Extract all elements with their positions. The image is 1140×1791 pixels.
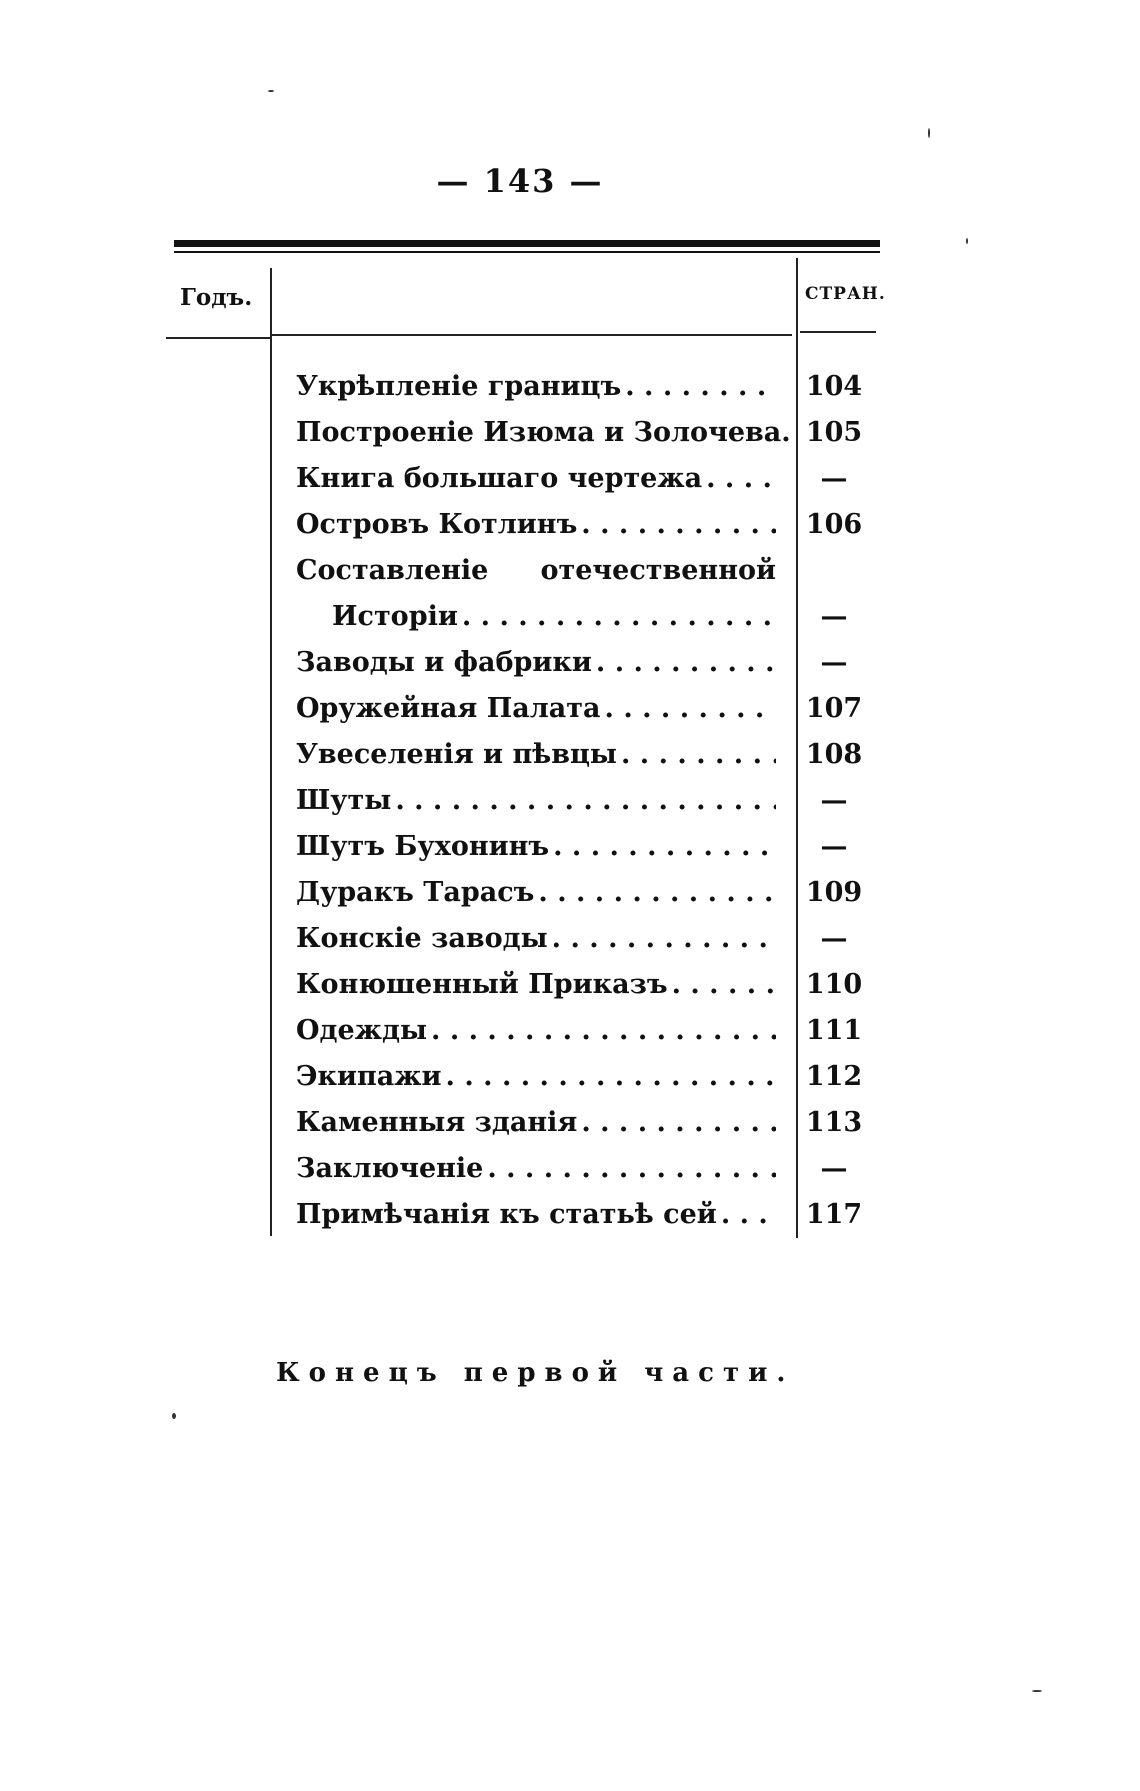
toc-entry (296, 962, 776, 1008)
leader-dots (596, 640, 776, 686)
top-thick-rule (174, 240, 880, 247)
toc-page-number: 104 (805, 371, 863, 402)
toc-page-number: — (820, 785, 848, 816)
toc-entry-title: Островъ Котлинъ (296, 509, 578, 540)
toc-entry-title: Построеніе Изюма и Золочева. (296, 417, 791, 448)
toc-entry-title: Примѣчанія къ статьѣ сей (296, 1199, 717, 1230)
toc-entry-title: Оружейная Палата (296, 693, 601, 724)
toc-entry (296, 548, 776, 594)
toc-entry (296, 1192, 776, 1238)
toc-entry-title: Увеселенія и пѣвцы (296, 739, 617, 770)
toc-entry-title: Шутъ Бухонинъ (296, 831, 550, 862)
toc-entry-title-right: отечественной (540, 555, 776, 586)
table-of-contents (296, 364, 791, 1238)
toc-entry (296, 1054, 776, 1100)
leader-dots (581, 1100, 776, 1146)
toc-entry (296, 364, 776, 410)
toc-page-number: 108 (805, 739, 863, 770)
paper-speck (928, 128, 930, 138)
left-column-divider (270, 268, 272, 1236)
toc-page-number: 117 (805, 1199, 863, 1230)
leader-dots (581, 502, 776, 548)
toc-page-number: — (820, 1153, 848, 1184)
toc-entry-title: Дуракъ Тарасъ (296, 877, 535, 908)
toc-page-number: 107 (805, 693, 863, 724)
toc-entry (296, 1008, 776, 1054)
toc-entry-title: Конюшенный Приказъ (296, 969, 668, 1000)
toc-page-number: 111 (805, 1015, 863, 1046)
paper-speck (268, 90, 274, 92)
paper-speck (172, 1413, 176, 1419)
leader-dots (538, 870, 776, 916)
leader-dots (605, 686, 776, 732)
header-bottom-rule-left (166, 337, 270, 339)
toc-entry-title: Одежды (296, 1015, 428, 1046)
toc-entry (296, 410, 791, 456)
toc-entry (296, 594, 776, 640)
toc-page-number: — (820, 923, 848, 954)
toc-page-number (804, 548, 864, 594)
toc-page-number: 109 (805, 877, 863, 908)
toc-page-number: 113 (805, 1107, 863, 1138)
leader-dots (672, 962, 776, 1008)
toc-entry (296, 686, 776, 732)
leader-dots (552, 916, 776, 962)
toc-entry (296, 1100, 776, 1146)
toc-page-number: 110 (805, 969, 863, 1000)
toc-entry-title: Заводы и фабрики (296, 647, 592, 678)
leader-dots (395, 778, 776, 824)
leader-dots (487, 1146, 776, 1192)
toc-entry-title: Конскіе заводы (296, 923, 548, 954)
right-column-divider (796, 258, 798, 1238)
page-number: — 143 — (436, 162, 604, 200)
toc-entry-title: Каменныя зданія (296, 1107, 578, 1138)
toc-page-number: 112 (805, 1061, 863, 1092)
end-of-part-text: Конецъ первой части. (276, 1358, 795, 1388)
header-bottom-rule-middle (270, 334, 792, 336)
toc-entry-title: Книга большаго чертежа (296, 463, 703, 494)
leader-dots (625, 364, 776, 410)
page-column-header: СТРАН. (805, 284, 886, 304)
header-bottom-rule-right (800, 331, 876, 333)
toc-entry (296, 778, 776, 824)
leader-dots (462, 594, 776, 640)
toc-entry-title: Шуты (296, 785, 392, 816)
toc-page-number: 106 (805, 509, 863, 540)
toc-page-number: — (820, 601, 848, 632)
toc-entry-title: Экипажи (296, 1061, 442, 1092)
toc-entry (296, 824, 776, 870)
toc-entry (296, 502, 776, 548)
paper-speck (966, 238, 968, 244)
toc-entry-title-left: Составленіе (296, 555, 489, 586)
toc-page-number: — (820, 831, 848, 862)
leader-dots (706, 456, 776, 502)
leader-dots (446, 1054, 776, 1100)
leader-dots (431, 1008, 776, 1054)
toc-entry-title: Исторіи (332, 601, 458, 632)
toc-page-number: 105 (805, 417, 863, 448)
toc-entry (296, 916, 776, 962)
toc-page-number: — (820, 647, 848, 678)
toc-entry-title: Укрѣпленіе границъ (296, 371, 622, 402)
top-thin-rule (174, 251, 880, 253)
leader-dots (721, 1192, 776, 1238)
paper-speck (1032, 1690, 1042, 1692)
page-number-column (804, 364, 864, 1238)
toc-page-number: — (820, 463, 848, 494)
year-column-header: Годъ. (180, 284, 253, 311)
toc-entry (296, 456, 776, 502)
toc-entry (296, 732, 776, 778)
leader-dots (553, 824, 776, 870)
leader-dots (621, 732, 776, 778)
toc-entry (296, 1146, 776, 1192)
toc-entry-title: Заключеніе (296, 1153, 484, 1184)
toc-entry (296, 870, 776, 916)
toc-entry (296, 640, 776, 686)
